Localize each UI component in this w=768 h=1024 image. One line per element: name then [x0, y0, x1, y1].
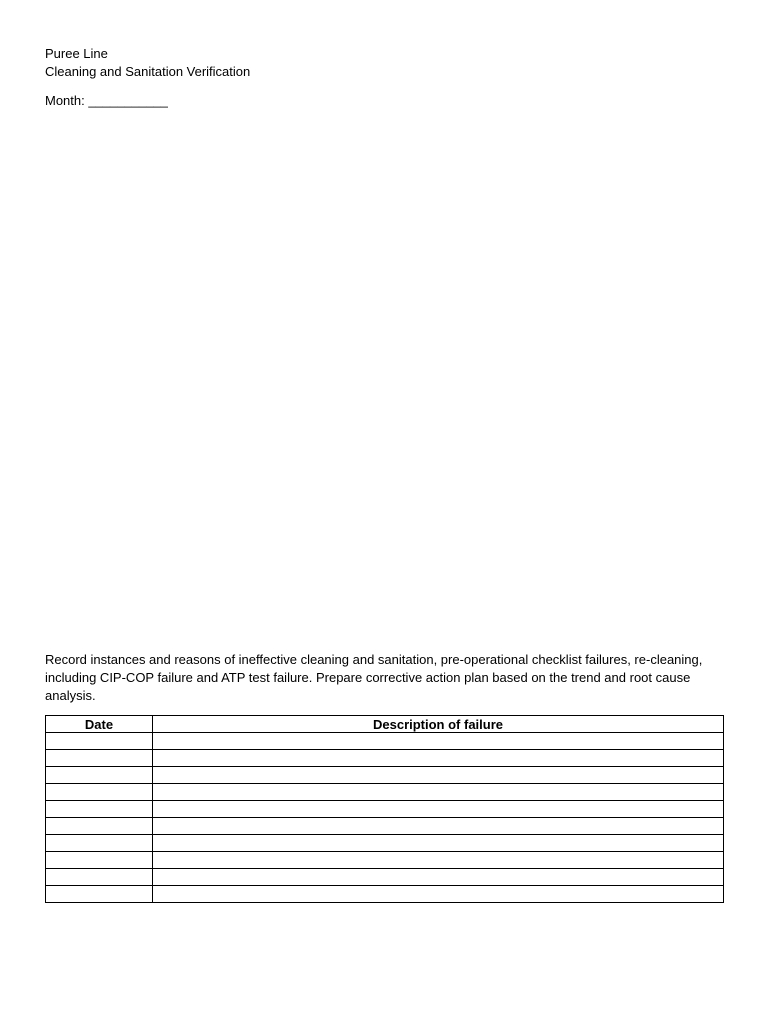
- table-row: [46, 733, 724, 750]
- table-row: [46, 886, 724, 903]
- table-body: [46, 733, 724, 903]
- date-cell[interactable]: [46, 801, 153, 818]
- date-cell[interactable]: [46, 784, 153, 801]
- date-cell[interactable]: [46, 852, 153, 869]
- failure-log-table: [45, 715, 724, 903]
- date-cell[interactable]: [46, 869, 153, 886]
- month-field: Month: ___________: [45, 93, 168, 108]
- table-row: [46, 750, 724, 767]
- description-cell[interactable]: [153, 818, 724, 835]
- description-cell[interactable]: [153, 750, 724, 767]
- document-subtitle: Cleaning and Sanitation Verification: [45, 64, 251, 79]
- table-row: [46, 835, 724, 852]
- date-cell[interactable]: [46, 733, 153, 750]
- date-cell[interactable]: [46, 750, 153, 767]
- date-cell[interactable]: [46, 886, 153, 903]
- date-cell[interactable]: [46, 767, 153, 784]
- date-cell[interactable]: [46, 835, 153, 852]
- description-cell[interactable]: [153, 869, 724, 886]
- table-row: [46, 767, 724, 784]
- description-cell[interactable]: [153, 835, 724, 852]
- description-cell[interactable]: [153, 767, 724, 784]
- table-header-row: [46, 716, 724, 733]
- description-cell[interactable]: [153, 801, 724, 818]
- description-cell[interactable]: [153, 886, 724, 903]
- description-cell[interactable]: [153, 733, 724, 750]
- description-column-header: Description of failure: [153, 716, 724, 733]
- document-title-line: Puree Line: [45, 46, 108, 61]
- table-row: [46, 784, 724, 801]
- description-cell[interactable]: [153, 852, 724, 869]
- table-row: [46, 801, 724, 818]
- table-row: [46, 869, 724, 886]
- table-row: [46, 852, 724, 869]
- instructions-paragraph: Record instances and reasons of ineffective cleaning and sanitation, pre-operational checklist failures, re-cleaning, including CIP-COP failure and ATP test failure. Prepare corrective action plan based on the trend and root cause analysis.: [45, 652, 703, 703]
- description-cell[interactable]: [153, 784, 724, 801]
- table-row: [46, 818, 724, 835]
- date-column-header: Date: [46, 716, 153, 733]
- date-cell[interactable]: [46, 818, 153, 835]
